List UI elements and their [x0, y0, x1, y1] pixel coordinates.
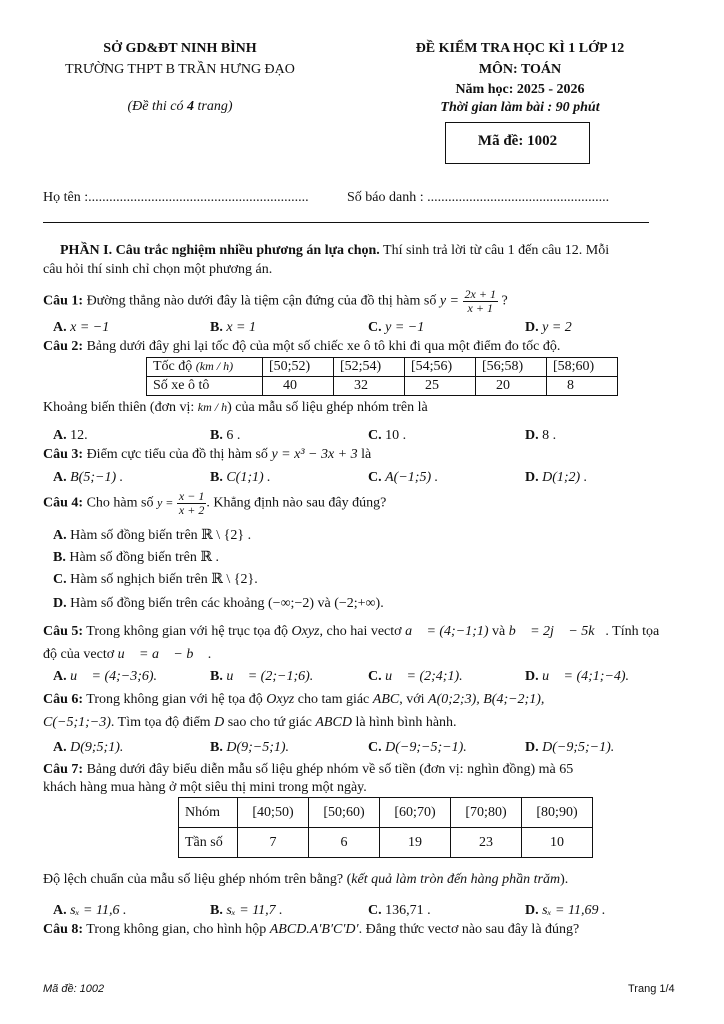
group-cell: [80;90) [522, 798, 593, 828]
question-5-line2: độ của vectơ u⃗ = a⃗ − b⃗ . [43, 647, 212, 662]
customer-table [178, 797, 593, 858]
group-cell: [40;50) [238, 798, 309, 828]
q2-prompt: Khoảng biến thiên (đơn vị: km / h) của mẫu số liệu ghép nhóm trên là [43, 400, 428, 415]
q2-option-b[interactable]: B. 6 . [210, 428, 241, 443]
group-cell: [70;80) [451, 798, 522, 828]
q1-fraction: $\frac{2x + 1}{x + 1}$ [464, 287, 496, 315]
q7-option-b[interactable]: B. sₓ = 11,7 . [210, 903, 283, 918]
question-7-line2: khách hàng mua hàng ở một siêu thị mini trong một ngày. [43, 780, 367, 795]
q2-option-c[interactable]: C. 10 . [368, 428, 407, 443]
student-id-field: Số báo danh : .................................................... [347, 190, 610, 205]
speed-header: Tốc độ (km / h) [147, 358, 263, 377]
count-cell: 8 [547, 377, 618, 396]
frequency-header: Tần số [179, 828, 238, 858]
count-cell: 40 [263, 377, 334, 396]
speed-interval: [58;60) [547, 358, 618, 377]
frequency-cell: 19 [380, 828, 451, 858]
question-8: Câu 8: Trong không gian, cho hình hộp ABCD.A′B′C′D′. Đẳng thức vectơ nào sau đây là đúng? [43, 922, 580, 937]
count-header: Số xe ô tô [147, 377, 263, 396]
exam-code-box: Mã đề: 1002 [445, 122, 590, 164]
count-cell: 20 [476, 377, 547, 396]
part1-intro-line2: câu hỏi thí sinh chỉ chọn một phương án. [43, 262, 273, 277]
q2-option-a[interactable]: A. 12. [53, 428, 88, 443]
q5-option-b[interactable]: B. u⃗ = (2;−1;6). [210, 669, 314, 684]
count-cell: 25 [405, 377, 476, 396]
question-2: Câu 2: Bảng dưới đây ghi lại tốc độ của một số chiếc xe ô tô khi đi qua một điểm đo tốc độ. [43, 339, 561, 354]
speed-interval: [56;58) [476, 358, 547, 377]
q6-option-b[interactable]: B. D(9;−5;1). [210, 740, 290, 755]
frequency-cell: 23 [451, 828, 522, 858]
speed-interval: [52;54) [334, 358, 405, 377]
footer-page-number: Trang 1/4 [628, 983, 675, 995]
q4-option-d[interactable]: D. Hàm số đồng biến trên các khoảng (−∞;−2) và (−2;+∞). [53, 596, 384, 611]
footer-exam-code: Mã đề: 1002 [43, 983, 105, 995]
q1-option-d[interactable]: D. y = 2 [525, 320, 572, 335]
q6-option-d[interactable]: D. D(−9;5;−1). [525, 740, 615, 755]
group-cell: [50;60) [309, 798, 380, 828]
q7-prompt: Độ lệch chuẩn của mẫu số liệu ghép nhóm trên bằng? (kết quả làm tròn đến hàng phần trăm). [43, 872, 569, 887]
q5-option-a[interactable]: A. u⃗ = (4;−3;6). [53, 669, 158, 684]
q5-option-c[interactable]: C. u⃗ = (2;4;1). [368, 669, 463, 684]
group-cell: [60;70) [380, 798, 451, 828]
q6-option-a[interactable]: A. D(9;5;1). [53, 740, 124, 755]
divider [43, 222, 649, 223]
time-limit: Thời gian làm bài : 90 phút [440, 100, 600, 115]
school-year: Năm học: 2025 - 2026 [455, 82, 585, 97]
frequency-cell: 6 [309, 828, 380, 858]
speed-interval: [54;56) [405, 358, 476, 377]
question-4: Câu 4: Cho hàm số y = $\frac{x - 1}{x + 2}$ . Khẳng định nào sau đây đúng? [43, 489, 387, 517]
speed-interval: [50;52) [263, 358, 334, 377]
q1-option-c[interactable]: C. y = −1 [368, 320, 425, 335]
question-6-line2: C(−5;1;−3). Tìm tọa độ điểm D sao cho tứ giác ABCD là hình bình hành. [43, 715, 457, 730]
dept-name: SỞ GD&ĐT NINH BÌNH [103, 41, 257, 56]
q3-option-d[interactable]: D. D(1;2) . [525, 470, 588, 485]
question-3: Câu 3: Điểm cực tiểu của đồ thị hàm số y = x³ − 3x + 3 là [43, 447, 372, 462]
student-name-field: Họ tên :............................................................... [43, 190, 309, 205]
question-6: Câu 6: Trong không gian với hệ tọa độ Oxyz cho tam giác ABC, với A(0;2;3), B(4;−2;1), [43, 692, 545, 707]
question-7: Câu 7: Bảng dưới đây biểu diễn mẫu số liệu ghép nhóm về số tiền (đơn vị: nghìn đồng) mà 65 [43, 762, 574, 777]
q6-option-c[interactable]: C. D(−9;−5;−1). [368, 740, 467, 755]
frequency-cell: 10 [522, 828, 593, 858]
q4-option-c[interactable]: C. Hàm số nghịch biến trên ℝ \ {2}. [53, 572, 258, 587]
q3-option-a[interactable]: A. B(5;−1) . [53, 470, 124, 485]
q7-option-c[interactable]: C. 136,71 . [368, 903, 431, 918]
page-count-note: (Đề thi có 4 trang) [127, 99, 233, 114]
q3-option-c[interactable]: C. A(−1;5) . [368, 470, 439, 485]
speed-table [146, 357, 618, 396]
q5-option-d[interactable]: D. u⃗ = (4;1;−4). [525, 669, 630, 684]
q7-option-a[interactable]: A. sₓ = 11,6 . [53, 903, 127, 918]
question-1: Câu 1: Đường thẳng nào dưới đây là tiệm cận đứng của đồ thị hàm số y = $\frac{2x + 1}{x + 1}$ ? [43, 287, 508, 315]
q4-option-b[interactable]: B. Hàm số đồng biến trên ℝ . [53, 550, 220, 565]
count-cell: 32 [334, 377, 405, 396]
school-name: TRƯỜNG THPT B TRẦN HƯNG ĐẠO [65, 62, 295, 77]
q3-option-b[interactable]: B. C(1;1) . [210, 470, 271, 485]
q7-option-d[interactable]: D. sₓ = 11,69 . [525, 903, 606, 918]
q4-option-a[interactable]: A. Hàm số đồng biến trên ℝ \ {2} . [53, 528, 252, 543]
q1-option-b[interactable]: B. x = 1 [210, 320, 257, 335]
q1-option-a[interactable]: A. x = −1 [53, 320, 110, 335]
frequency-cell: 7 [238, 828, 309, 858]
subject: MÔN: TOÁN [478, 62, 562, 77]
q2-option-d[interactable]: D. 8 . [525, 428, 557, 443]
q4-fraction: $\frac{x - 1}{x + 2}$ [178, 489, 205, 517]
exam-title: ĐỀ KIỂM TRA HỌC KÌ 1 LỚP 12 [415, 41, 625, 56]
question-5: Câu 5: Trong không gian với hệ trục tọa độ Oxyz, cho hai vectơ a⃗ = (4;−1;1) và b⃗ = 2j⃗ − 5k⃗. Tính tọa [43, 624, 660, 639]
group-header: Nhóm [179, 798, 238, 828]
part1-intro: PHẦN I. Câu trắc nghiệm nhiều phương án lựa chọn. Thí sinh trả lời từ câu 1 đến câu 12. Mỗi [60, 243, 610, 258]
